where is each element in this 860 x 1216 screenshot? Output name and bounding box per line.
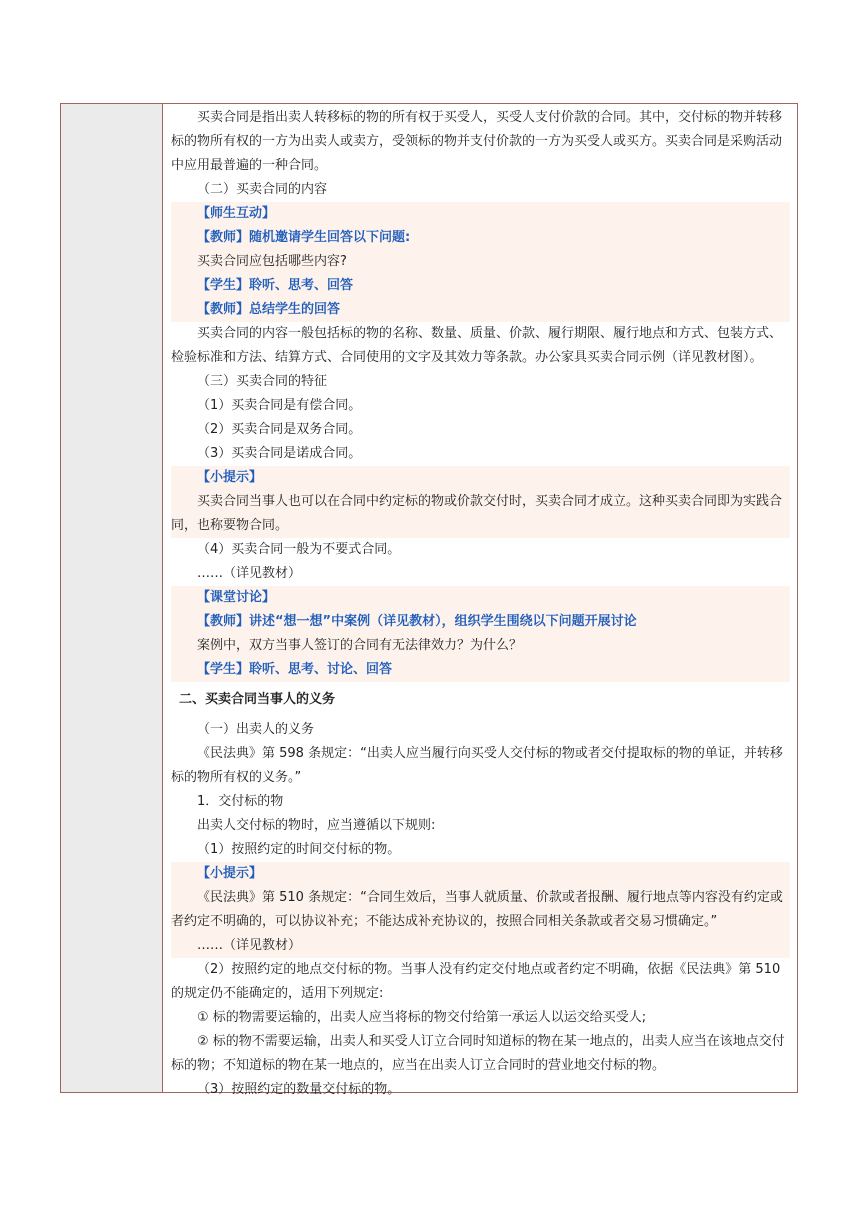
rule-2: （2）按照约定的地点交付标的物。当事人没有约定交付地点或者约定不明确，依据《民法典》第 510 的规定仍不能确定的，适用下列规定: xyxy=(171,962,781,1001)
rules-intro: 出卖人交付标的物时，应当遵循以下规则: xyxy=(197,818,436,833)
content-column xyxy=(163,104,797,1097)
tip-text: 买卖合同当事人也可以在合同中约定标的物或价款交付时，买卖合同才成立。这种买卖合同即为实践合同，也称要物合同。 xyxy=(171,494,783,533)
teacher-ask: 【教师】随机邀请学生回答以下问题: xyxy=(197,230,411,245)
contents-paragraph: 买卖合同的内容一般包括标的物的名称、数量、质量、价款、履行期限、履行地点和方式、包装方式、检验标准和方法、结算方式、合同使用的文字及其效力等条款。办公家具买卖合同示例（详见教材图）。 xyxy=(171,326,783,365)
discussion-block xyxy=(171,586,790,682)
subheading-seller: （一）出卖人的义务 xyxy=(197,722,315,737)
teacher-student-tag: 【师生互动】 xyxy=(197,206,276,221)
student-response: 【学生】聆听、思考、回答 xyxy=(197,278,354,293)
see-textbook: ……（详见教材） xyxy=(197,566,302,581)
teacher-case: 【教师】讲述“想一想”中案例（详见教材），组织学生围绕以下问题开展讨论 xyxy=(197,614,637,629)
tip-block-1 xyxy=(171,466,790,538)
feature-2: （2）买卖合同是双务合同。 xyxy=(197,422,362,437)
article-510: 《民法典》第 510 条规定：“合同生效后，当事人就质量、价款或者报酬、履行地点等内容没有约定或者约定不明确的，可以协议补充；不能达成补充协议的，按照合同相关条款或者交易习惯确定。” xyxy=(171,890,783,929)
tip-tag: 【小提示】 xyxy=(197,470,263,485)
section-heading: 二、买卖合同当事人的义务 xyxy=(179,692,336,707)
teacher-summary: 【教师】总结学生的回答 xyxy=(197,302,341,317)
item-1-heading: 1．交付标的物 xyxy=(197,794,284,809)
tip-block-2 xyxy=(171,862,790,958)
feature-3: （3）买卖合同是诺成合同。 xyxy=(197,446,362,461)
rule-2-case-2: ② 标的物不需要运输，出卖人和买受人订立合同时知道标的物在某一地点的，出卖人应当在该地点交付标的物；不知道标的物在某一地点的，应当在出卖人订立合同时的营业地交付标的物。 xyxy=(171,1034,785,1073)
rule-3: （3）按照约定的数量交付标的物。 xyxy=(197,1082,401,1097)
label-column xyxy=(61,104,163,1092)
see-textbook: ……（详见教材） xyxy=(197,938,302,953)
subheading-contents: （二）买卖合同的内容 xyxy=(197,182,328,197)
rule-1: （1）按照约定的时间交付标的物。 xyxy=(197,842,401,857)
feature-4: （4）买卖合同一般为不要式合同。 xyxy=(197,542,401,557)
interaction-block xyxy=(171,202,790,322)
student-discussion: 【学生】聆听、思考、讨论、回答 xyxy=(197,662,393,677)
discussion-tag: 【课堂讨论】 xyxy=(197,590,276,605)
subheading-features: （三）买卖合同的特征 xyxy=(197,374,328,389)
lesson-table xyxy=(60,103,798,1097)
article-598: 《民法典》第 598 条规定：“出卖人应当履行向买受人交付标的物或者交付提取标的物的单证，并转移标的物所有权的义务。” xyxy=(171,746,783,785)
feature-1: （1）买卖合同是有偿合同。 xyxy=(197,398,362,413)
rule-2-case-1: ① 标的物需要运输的，出卖人应当将标的物交付给第一承运人以运交给买受人; xyxy=(197,1010,647,1025)
case-question: 案例中，双方当事人签订的合同有无法律效力？为什么？ xyxy=(197,638,523,653)
tip-tag: 【小提示】 xyxy=(197,866,263,881)
intro-paragraph: 买卖合同是指出卖人转移标的物的所有权于买受人，买受人支付价款的合同。其中，交付标的物并转移标的物所有权的一方为出卖人或卖方，受领标的物并支付价款的一方为买受人或买方。买卖合同是采购活动中应用最普遍的一种合同。 xyxy=(171,110,783,173)
question-text: 买卖合同应包括哪些内容? xyxy=(197,254,347,269)
